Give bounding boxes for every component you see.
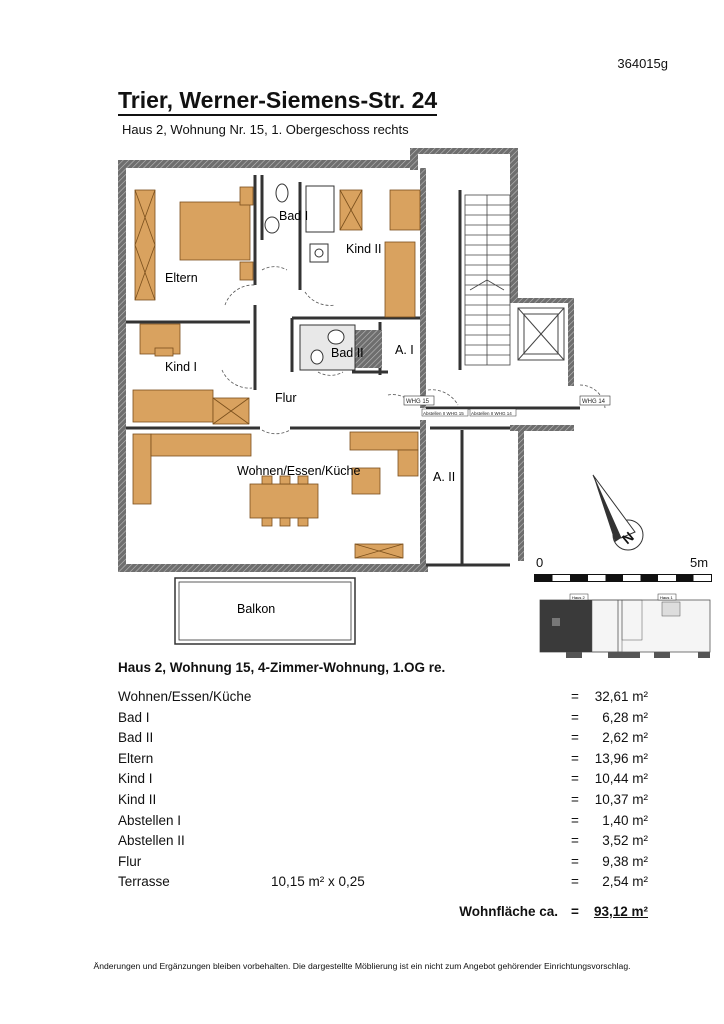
door-label-abst-whg15: Abstellen II WHG 15 xyxy=(423,411,464,416)
room-label-bad2: Bad II xyxy=(331,346,364,360)
area-row: Flur = 9,38 m² xyxy=(118,853,648,869)
area-row: Abstellen II = 3,52 m² xyxy=(118,833,648,849)
scale-start: 0 xyxy=(536,555,544,570)
page-title: Trier, Werner-Siemens-Str. 24 xyxy=(118,86,437,116)
door-label-abst-whg14: Abstellen II WHG 14 xyxy=(471,411,512,416)
room-label-kind2: Kind II xyxy=(346,242,382,256)
total-value: 93,12 m² xyxy=(593,904,648,919)
room-label-balkon: Balkon xyxy=(237,602,276,616)
area-row: Terrasse 10,15 m² x 0,25 = 2,54 m² xyxy=(118,874,648,890)
area-row: Bad I = 6,28 m² xyxy=(118,709,648,725)
scale-end: 5m xyxy=(690,555,709,570)
total-living-area xyxy=(118,904,658,924)
north-arrow-icon xyxy=(585,470,665,560)
total-label: Wohnfläche ca. xyxy=(459,904,558,919)
document-id: 364015g xyxy=(617,56,668,71)
locator-label-haus2: Haus 2 xyxy=(572,595,585,600)
area-row: Eltern = 13,96 m² xyxy=(118,750,648,766)
area-row: Abstellen I = 1,40 m² xyxy=(118,812,648,828)
room-label-a1: A. I xyxy=(395,343,414,357)
area-row: Wohnen/Essen/Küche = 32,61 m² xyxy=(118,689,648,704)
staircase xyxy=(465,195,510,365)
site-locator-map xyxy=(522,588,718,660)
total-equals: = xyxy=(571,904,579,919)
unit-heading: Haus 2, Wohnung 15, 4-Zimmer-Wohnung, 1.OG re. xyxy=(118,660,446,675)
room-label-kind1: Kind I xyxy=(165,360,197,374)
room-label-bad1: Bad I xyxy=(279,209,309,223)
room-label-eltern: Eltern xyxy=(165,271,198,285)
page-subtitle: Haus 2, Wohnung Nr. 15, 1. Obergeschoss rechts xyxy=(122,122,409,137)
svg-text:N: N xyxy=(618,528,637,548)
locator-label-haus1: Haus 1 xyxy=(660,595,673,600)
door-label-whg14: WHG 14 xyxy=(582,399,606,405)
elevator xyxy=(518,308,564,360)
area-row: Kind II = 10,37 m² xyxy=(118,791,648,807)
room-label-a2: A. II xyxy=(433,470,456,484)
area-table xyxy=(118,689,658,895)
room-label-flur: Flur xyxy=(275,391,297,405)
door-label-whg15: WHG 15 xyxy=(406,399,430,405)
area-row: Kind I = 10,44 m² xyxy=(118,771,648,787)
scale-bar xyxy=(520,555,715,585)
disclaimer: Änderungen und Ergänzungen bleiben vorbehalten. Die dargestellte Möblierung ist ein nicht zum Angebot gehörender Einrichtungsvorschlag. xyxy=(93,961,631,971)
area-row: Bad II = 2,62 m² xyxy=(118,730,648,746)
room-label-wohnen: Wohnen/Essen/Küche xyxy=(237,464,361,478)
